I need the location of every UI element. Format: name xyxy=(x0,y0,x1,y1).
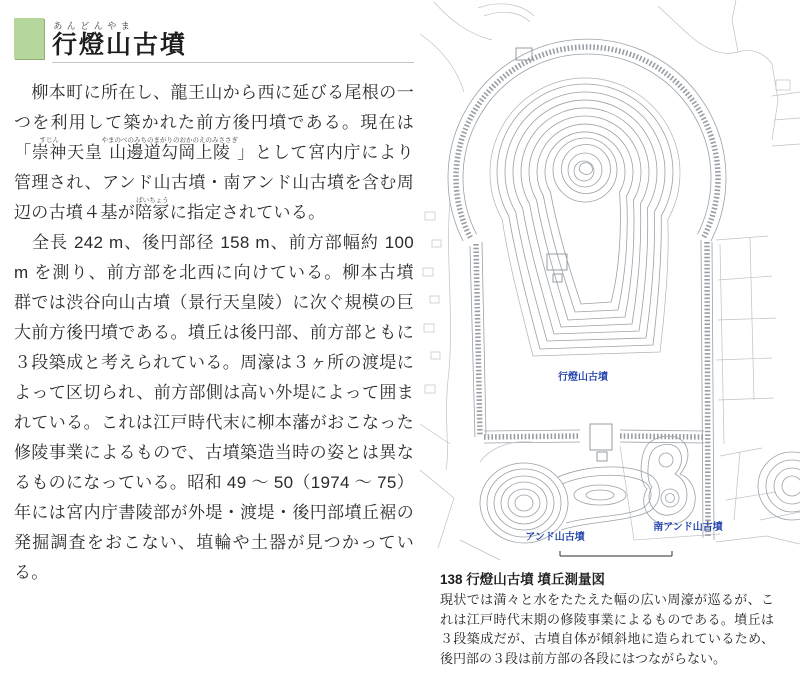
moat-outer-bank xyxy=(448,39,726,540)
map-label-main-mound: 行燈山古墳 xyxy=(558,372,608,383)
figure-column xyxy=(420,0,800,668)
causeway-structures xyxy=(516,48,612,461)
right-edge-mound-contours xyxy=(758,452,800,520)
field-lines xyxy=(420,0,800,560)
andoyama-mound-contours xyxy=(480,442,659,543)
paragraph-1: 柳本町に所在し、龍王山から西に延びる尾根の一つを利用して築かれた前方後円墳である。現在は「崇神すじん天皇山邊道勾岡上陵やまのべのみちのまがりのおかのえのみささぎ」として宮内庁により管理され、アンド山古墳・南アンド山古墳を含む周辺の古墳４基が陪冢ばいちょうに指定されている。 xyxy=(14,83,414,222)
moat-water-edge xyxy=(490,78,680,356)
title-block xyxy=(14,18,414,59)
figure-caption xyxy=(440,570,774,668)
text-column xyxy=(14,18,414,588)
paragraph-2: 全長 242 m、後円部径 158 m、前方部幅約 100 m を測り、前方部を北西に向けている。柳本古墳群では渋谷向山古墳（景行天皇陵）に次ぐ規模の巨大前方後円墳である。墳丘は後円部、前方部ともに３段築成と考えられている。周濠は３ヶ所の渡堤によって区切られ、前方部側は高い外堤によって囲まれている。これは江戸時代末に柳本藩がおこなった修陵事業によるもので、古墳築造当時の姿とは異なるものになっている。昭和 49 ～ 50（1974 ～ 75）年には宮内庁書陵部が外堤・渡堤・後円部墳丘裾の発掘調査をおこない、埴輪や土器が見つかっている。 xyxy=(14,233,414,582)
scale-bar xyxy=(560,551,672,556)
title-underline xyxy=(52,62,414,63)
map-label-andoyama: アンド山古墳 xyxy=(525,532,585,543)
survey-map-image xyxy=(420,0,800,566)
map-label-minami-andoyama: 南アンド山古墳 xyxy=(653,522,723,533)
figure-caption-body: 現状では満々と水をたたえた幅の広い周濠が巡るが、これは江戸時代末期の修陵事業によるものである。墳丘は３段築成だが、古墳自体が傾斜地に造られているため、後円部の３段は前方部の各段にはつながらない。 xyxy=(440,592,774,666)
page-title: 行燈山あんどんやま古墳 xyxy=(52,20,188,59)
main-mound-contours xyxy=(497,84,673,349)
title-accent-mark xyxy=(14,18,44,59)
figure-caption-title: 138 行燈山古墳 墳丘測量図 xyxy=(440,572,606,587)
article-body xyxy=(14,78,414,588)
